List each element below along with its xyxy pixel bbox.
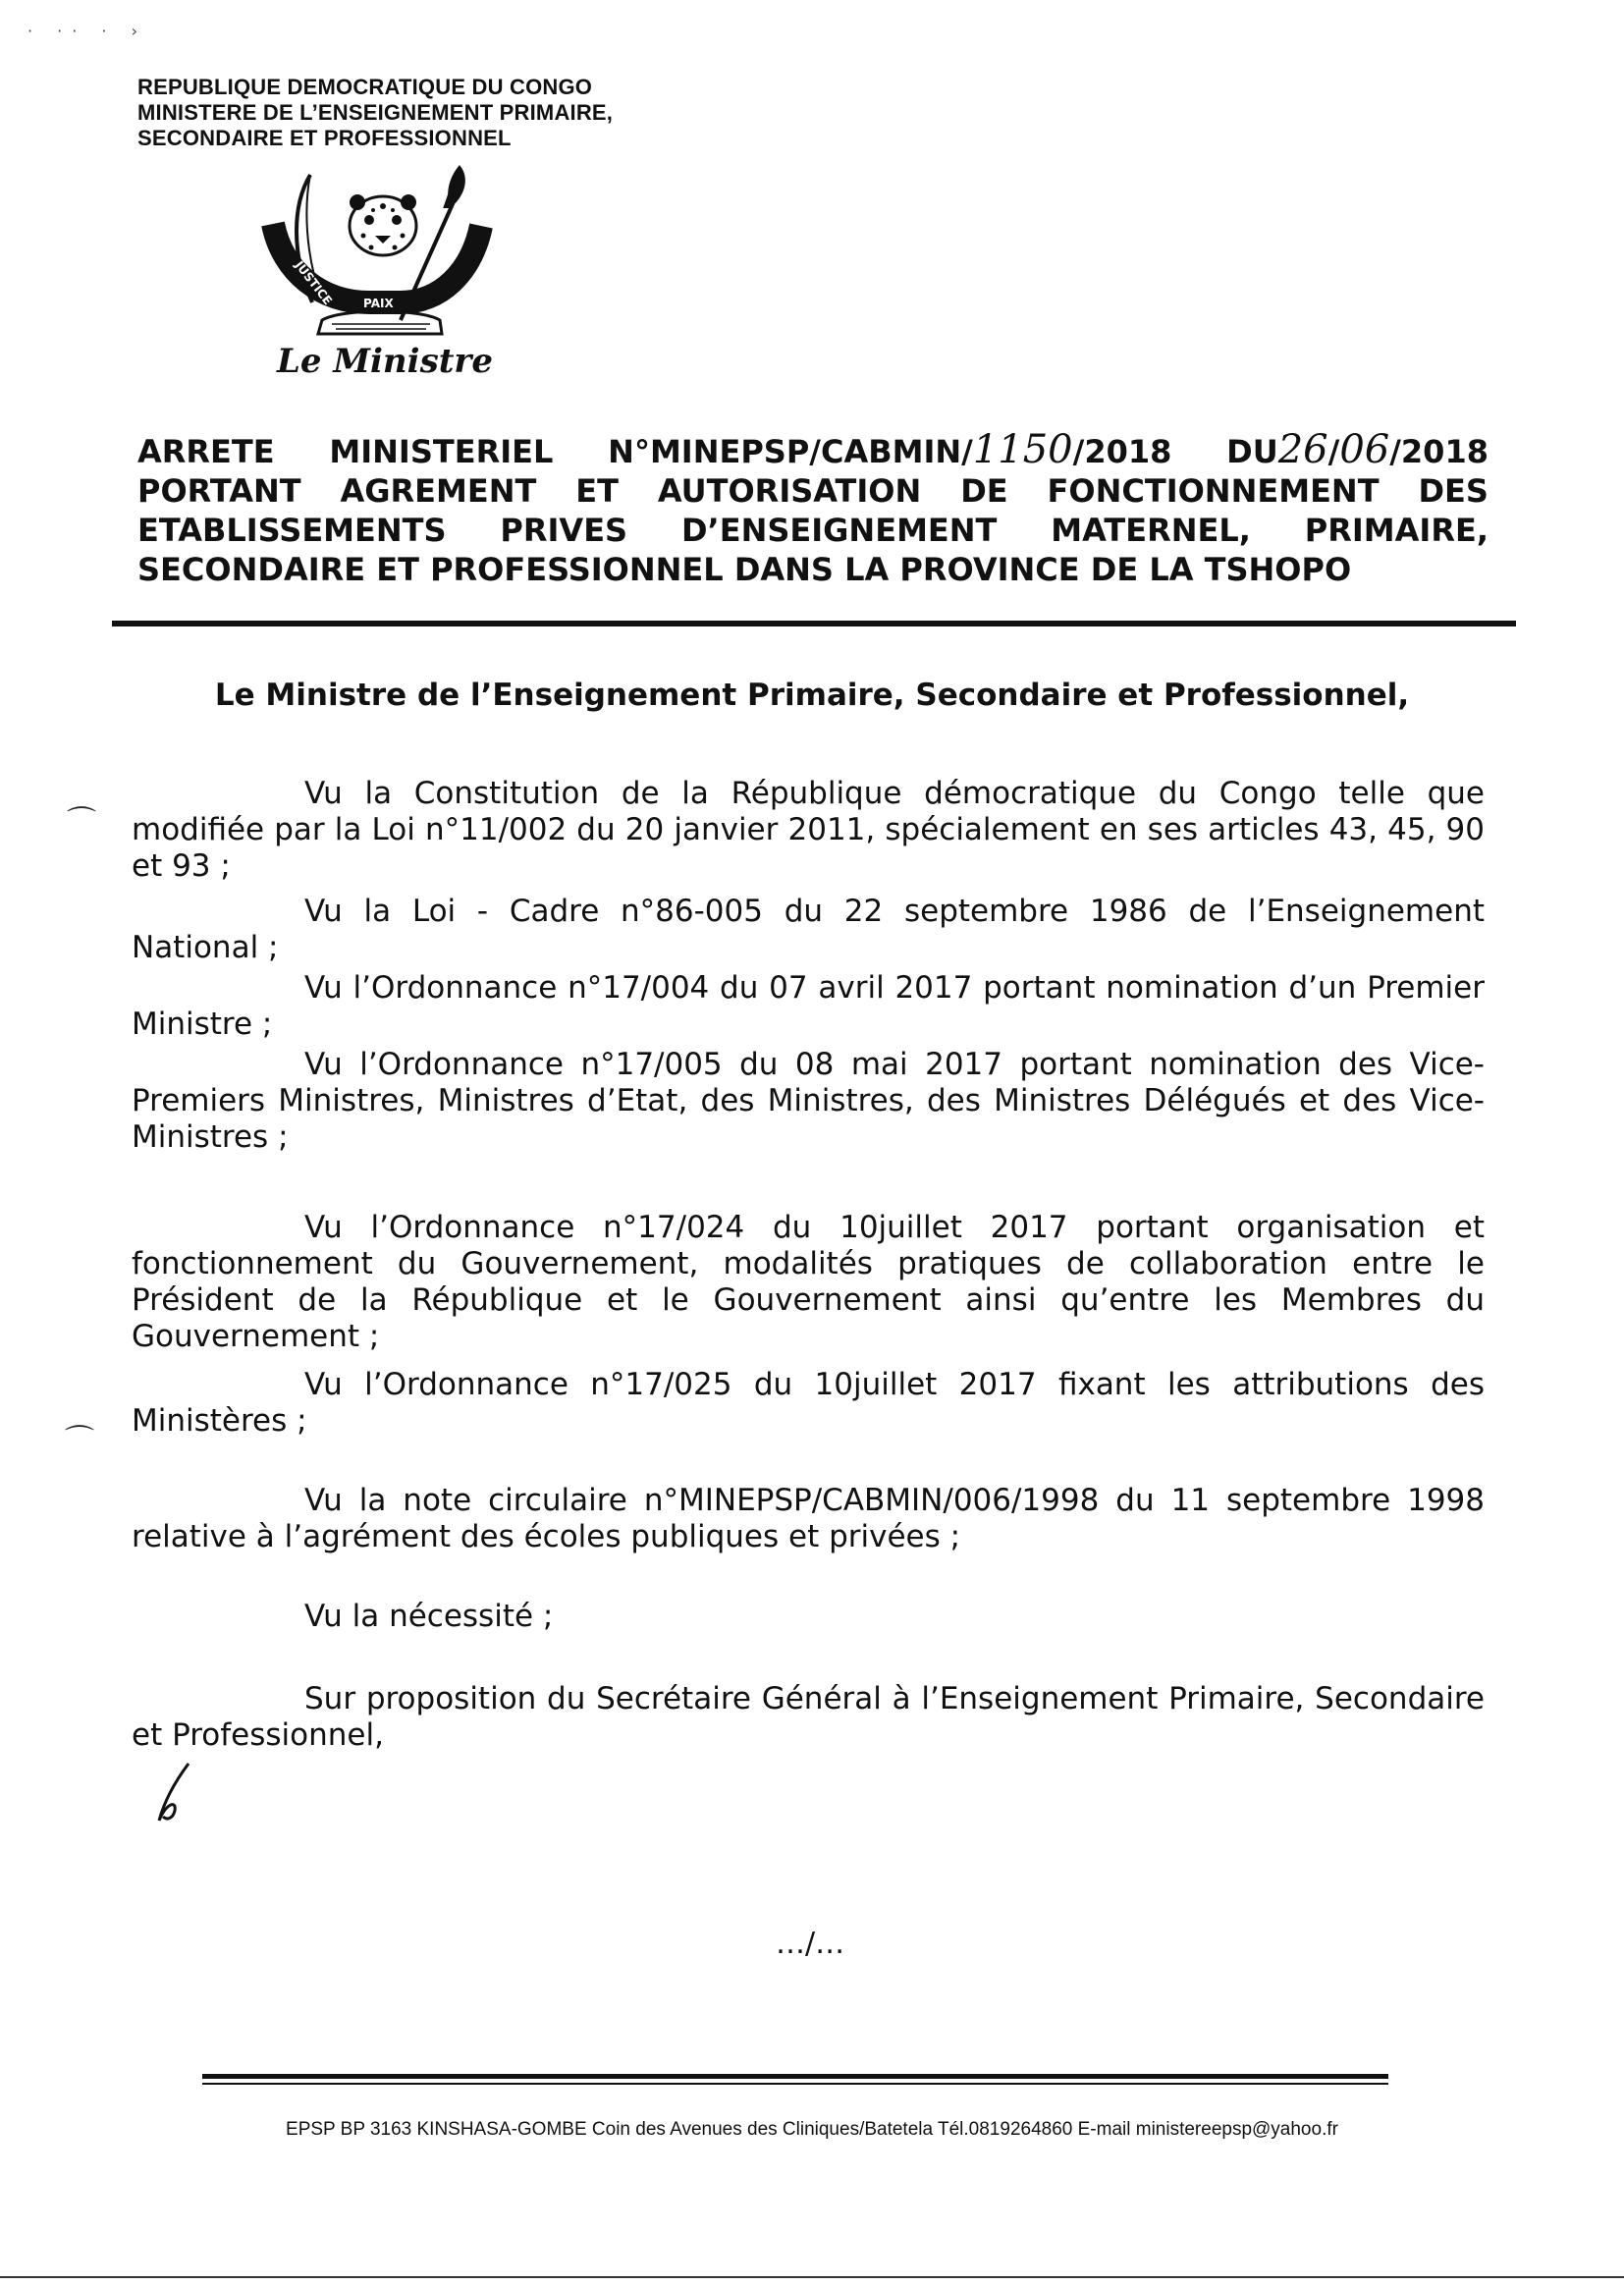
letterhead-ministry-cont: SECONDAIRE ET PROFESSIONNEL: [137, 126, 512, 150]
consideration-paragraph: Vu la Constitution de la République démocratique du Congo telle que modifiée par la Loi n°11/002 du 20 janvier 2011, spécialement en ses articles 43, 45, 90 et 93 ;: [132, 776, 1485, 884]
decree-title: [137, 427, 1489, 589]
title-line-3: ETABLISSEMENTS PRIVES D’ENSEIGNEMENT MATERNEL, PRIMAIRE,: [137, 512, 1489, 549]
initials-mark: [147, 1760, 206, 1828]
consideration-paragraph: Vu la note circulaire n°MINEPSP/CABMIN/006/1998 du 11 septembre 1998 relative à l’agrément des écoles publiques et privées ;: [132, 1483, 1485, 1554]
coat-of-arms-emblem: [253, 155, 499, 342]
title-divider: [112, 621, 1516, 626]
motto-travail: TRAVAIL: [419, 235, 464, 287]
margin-mark: ⌒: [67, 805, 96, 840]
footer-divider: [202, 2074, 1388, 2079]
decree-date: DU26/06/2018: [1226, 427, 1489, 472]
consideration-paragraph: Vu la nécessité ;: [304, 1599, 554, 1634]
title-line-1: [137, 427, 1489, 472]
consideration-paragraph: Vu la Loi - Cadre n°86-005 du 22 septembre 1986 de l’Enseignement National ;: [132, 894, 1485, 965]
handwritten-month: 06: [1339, 427, 1390, 472]
consideration-paragraph: Vu l’Ordonnance n°17/004 du 07 avril 2017 portant nomination d’un Premier Ministre ;: [132, 970, 1485, 1042]
letterhead-country: REPUBLIQUE DEMOCRATIQUE DU CONGO: [137, 75, 593, 99]
title-line-4: SECONDAIRE ET PROFESSIONNEL DANS LA PROVINCE DE LA TSHOPO: [137, 551, 1352, 588]
consideration-paragraph: Vu l’Ordonnance n°17/025 du 10juillet 2017 fixant les attributions des Ministères ;: [132, 1367, 1485, 1439]
margin-mark: ⌒: [65, 1424, 94, 1458]
scan-edge-line: [0, 2276, 1624, 2278]
motto-justice: JUSTICE: [292, 258, 335, 308]
minister-signature-title: Le Ministre: [277, 342, 493, 381]
letterhead-ministry: MINISTERE DE L’ENSEIGNEMENT PRIMAIRE,: [137, 100, 614, 125]
scan-marks: · ·· · ›: [27, 22, 147, 40]
consideration-paragraph: Vu l’Ordonnance n°17/024 du 10juillet 2017 portant organisation et fonctionnement du Gouvernement, modalités pratiques de collaboration entre le Président de la République et le Gouvernement ainsi qu’entre les Membres du Gouvernement ;: [132, 1210, 1485, 1354]
title-word: ARRETE: [137, 433, 275, 470]
page-continuation: …/…: [776, 1927, 845, 1961]
handwritten-day: 26: [1277, 427, 1328, 472]
footer-divider-thin: [202, 2083, 1388, 2085]
leopard-head-icon: [350, 194, 416, 255]
motto-paix: PAIX: [363, 297, 394, 310]
title-line-2: PORTANT AGREMENT ET AUTORISATION DE FONCTIONNEMENT DES: [137, 472, 1489, 510]
handwritten-number: 1150: [972, 427, 1073, 472]
footer-address: EPSP BP 3163 KINSHASA-GOMBE Coin des Avenues des Cliniques/Batetela Tél.0819264860 E-mail ministereepsp@yahoo.fr: [286, 2119, 1338, 2140]
minister-heading: Le Ministre de l’Enseignement Primaire, Secondaire et Professionnel,: [214, 678, 1410, 713]
consideration-paragraph: Vu l’Ordonnance n°17/005 du 08 mai 2017 portant nomination des Vice-Premiers Ministres, Ministres d’Etat, des Ministres, des Ministres Délégués et des Vice-Ministres ;: [132, 1047, 1485, 1155]
decree-number: N°MINEPSP/CABMIN/1150/2018: [608, 427, 1172, 472]
letterhead: [137, 75, 766, 151]
consideration-paragraph: Sur proposition du Secrétaire Général à l’Enseignement Primaire, Secondaire et Professionnel,: [132, 1681, 1485, 1753]
title-word: MINISTERIEL: [329, 433, 554, 470]
